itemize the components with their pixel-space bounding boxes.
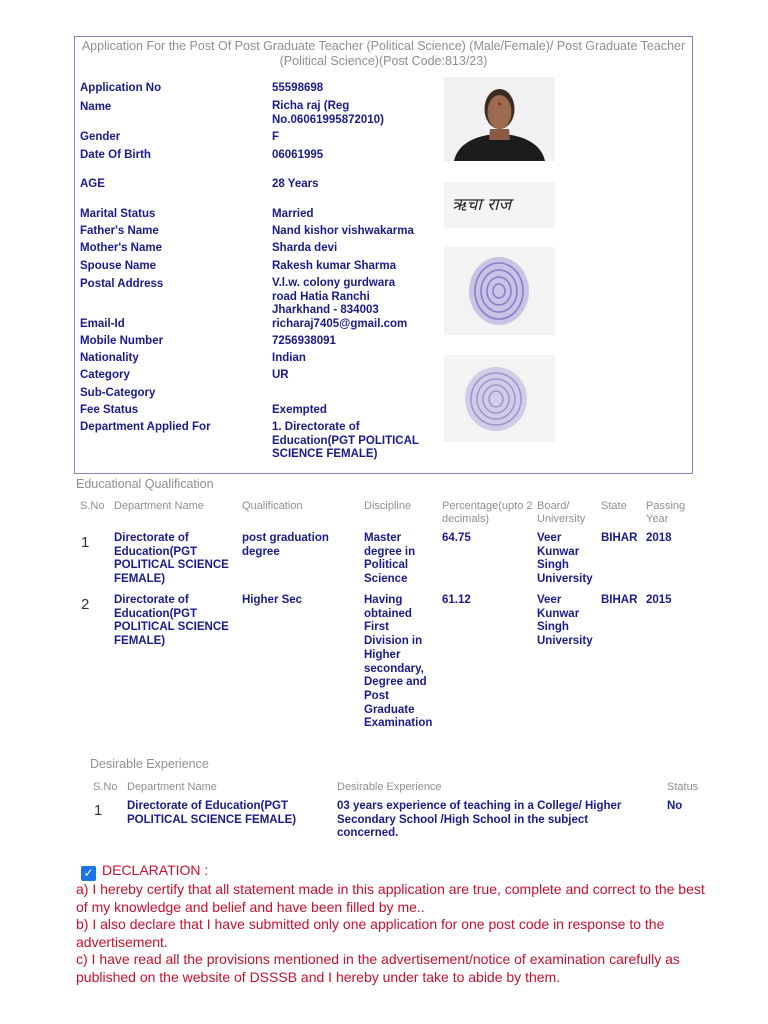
value-dob: 06061995 bbox=[272, 149, 324, 161]
value-gender: F bbox=[272, 131, 280, 143]
edu-header-state: State bbox=[601, 500, 627, 512]
declaration-checkbox[interactable] bbox=[81, 866, 96, 881]
edu-row-1-year: 2018 bbox=[646, 532, 672, 544]
edu-row-2-department: Directorate of Education(PGT POLITICAL SCIENCE FEMALE) bbox=[114, 594, 229, 648]
value-category: UR bbox=[272, 369, 289, 381]
declaration bbox=[76, 862, 716, 986]
declaration-clause-b: b) I also declare that I have submitted only one application for one post code in response to the advertisement. bbox=[76, 916, 665, 950]
value-fee-status: Exempted bbox=[272, 404, 327, 416]
value-spouse-name: Rakesh kumar Sharma bbox=[272, 260, 397, 272]
edu-row-2-discipline: Having obtained First Division in Higher secondary, Degree and Post Graduate Examination bbox=[364, 594, 433, 730]
label-father-name: Father's Name bbox=[80, 225, 159, 237]
fingerprint-icon bbox=[444, 355, 555, 442]
edu-header-discipline: Discipline bbox=[364, 500, 412, 512]
value-father-name: Nand kishor vishwakarma bbox=[272, 225, 414, 237]
edu-row-2-qualification: Higher Sec bbox=[242, 594, 303, 606]
exp-row-1-experience: 03 years experience of teaching in a College/ Higher Secondary School /High School in the subject concerned. bbox=[337, 800, 622, 840]
label-email: Email-Id bbox=[80, 318, 125, 330]
declaration-heading: DECLARATION : bbox=[102, 862, 209, 878]
value-name: Richa raj (Reg No.06061995872010) bbox=[272, 100, 384, 126]
edu-header-percentage: Percentage(upto 2 decimals) bbox=[442, 500, 533, 525]
edu-header-board: Board/ University bbox=[537, 500, 586, 525]
label-name: Name bbox=[80, 101, 112, 113]
label-department-applied: Department Applied For bbox=[80, 421, 211, 433]
label-nationality: Nationality bbox=[80, 352, 139, 364]
exp-row-1-department: Directorate of Education(PGT POLITICAL SCIENCE FEMALE) bbox=[127, 800, 297, 826]
right-thumb-impression bbox=[444, 355, 555, 442]
label-category: Category bbox=[80, 369, 130, 381]
label-sub-category: Sub-Category bbox=[80, 387, 156, 399]
exp-header-experience: Desirable Experience bbox=[337, 781, 442, 793]
label-gender: Gender bbox=[80, 131, 121, 143]
edu-header-year: Passing Year bbox=[646, 500, 686, 525]
declaration-clause-c: c) I have read all the provisions mentioned in the advertisement/notice of examination carefully as published on the website of DSSSB and I hereby under take to abide by them. bbox=[76, 951, 680, 985]
edu-row-2-year: 2015 bbox=[646, 594, 672, 606]
applicant-signature bbox=[444, 182, 555, 228]
value-mobile: 7256938091 bbox=[272, 335, 336, 347]
value-application-no: 55598698 bbox=[272, 82, 324, 94]
edu-row-1-state: BIHAR bbox=[601, 532, 638, 544]
declaration-clause-a: a) I hereby certify that all statement made in this application are true, complete and correct to the best of my knowledge and belief and have been filled by me.. bbox=[76, 881, 705, 915]
exp-header-department: Department Name bbox=[127, 781, 217, 793]
person-silhouette-icon bbox=[444, 77, 555, 161]
label-dob: Date Of Birth bbox=[80, 149, 151, 161]
applicant-photo bbox=[444, 77, 555, 161]
form-title: Application For the Post Of Post Graduate Teacher (Political Science) (Male/Female)/ Post Graduate Teacher (Political Science)(Post Code:813/23) bbox=[81, 39, 686, 68]
label-mobile: Mobile Number bbox=[80, 335, 164, 347]
experience-section-title: Desirable Experience bbox=[90, 757, 209, 771]
signature-text: ऋचा राज bbox=[452, 195, 512, 215]
value-email: richaraj7405@gmail.com bbox=[272, 318, 408, 330]
edu-header-qualification: Qualification bbox=[242, 500, 303, 512]
education-section-title: Educational Qualification bbox=[76, 477, 214, 491]
label-fee-status: Fee Status bbox=[80, 404, 139, 416]
edu-row-1-sno: 1 bbox=[81, 534, 90, 551]
edu-row-2-percentage: 61.12 bbox=[442, 594, 471, 606]
edu-row-1-qualification: post graduation degree bbox=[242, 532, 329, 558]
declaration-heading-row bbox=[76, 862, 716, 881]
edu-row-2-board: Veer Kunwar Singh University bbox=[537, 594, 593, 648]
edu-header-department: Department Name bbox=[114, 500, 204, 512]
value-department-applied: 1. Directorate of Education(PGT POLITICAL SCIENCE FEMALE) bbox=[272, 421, 419, 460]
label-postal-address: Postal Address bbox=[80, 278, 164, 290]
edu-row-1-percentage: 64.75 bbox=[442, 532, 471, 544]
checkmark-icon: ✓ bbox=[83, 866, 94, 880]
fingerprint-icon bbox=[444, 247, 555, 335]
left-thumb-impression bbox=[444, 247, 555, 335]
exp-header-status: Status bbox=[667, 781, 699, 793]
exp-header-sno: S.No bbox=[93, 781, 118, 793]
exp-row-1-sno: 1 bbox=[94, 802, 103, 819]
application-form-box bbox=[74, 36, 693, 474]
value-marital-status: Married bbox=[272, 208, 314, 220]
edu-row-1-department: Directorate of Education(PGT POLITICAL SCIENCE FEMALE) bbox=[114, 532, 229, 586]
edu-row-2-state: BIHAR bbox=[601, 594, 638, 606]
label-application-no: Application No bbox=[80, 82, 162, 94]
value-postal-address: V.l.w. colony gurdwara road Hatia Ranchi Jharkhand - 834003 bbox=[272, 277, 396, 316]
label-marital-status: Marital Status bbox=[80, 208, 156, 220]
edu-row-2-sno: 2 bbox=[81, 596, 90, 613]
value-nationality: Indian bbox=[272, 352, 306, 364]
value-age: 28 Years bbox=[272, 178, 319, 190]
value-mother-name: Sharda devi bbox=[272, 242, 338, 254]
edu-header-sno: S.No bbox=[80, 500, 105, 512]
label-mother-name: Mother's Name bbox=[80, 242, 162, 254]
edu-row-1-discipline: Master degree in Political Science bbox=[364, 532, 416, 586]
exp-row-1-status: No bbox=[667, 800, 683, 812]
label-age: AGE bbox=[80, 178, 105, 190]
label-spouse-name: Spouse Name bbox=[80, 260, 157, 272]
edu-row-1-board: Veer Kunwar Singh University bbox=[537, 532, 593, 586]
